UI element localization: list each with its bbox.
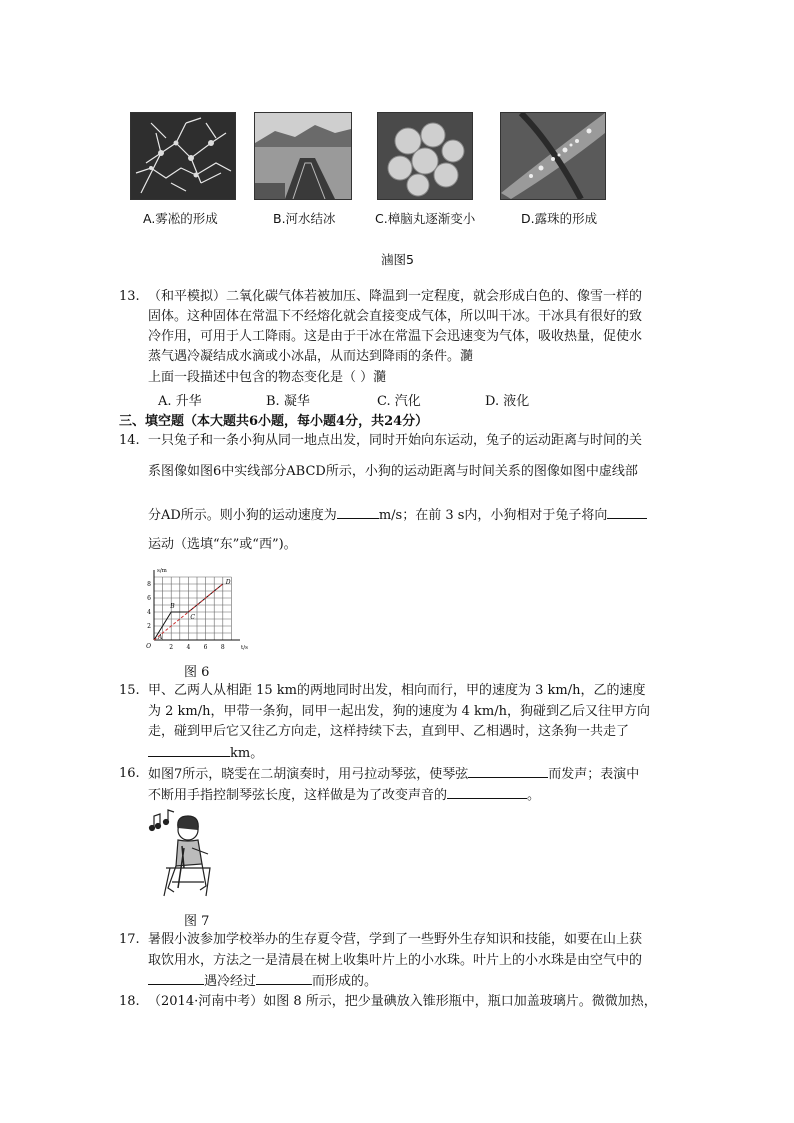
y-axis-label: s/m: [157, 568, 167, 574]
photo-river-ice: [254, 112, 352, 200]
x-tick-label: 4: [186, 644, 191, 651]
q14-line-3-part-a: 分AD所示。则小狗的运动速度为: [148, 508, 337, 523]
x-axis-label: t/s: [241, 645, 248, 651]
q14-blank-direction[interactable]: [607, 505, 647, 519]
q15-unit: km。: [230, 746, 264, 761]
q16-line-2: [148, 785, 540, 805]
q16-line-2-part-b: 。: [527, 788, 541, 803]
q13-line-2: 固体。这种固体在常温下不经熔化就会直接变成气体，所以叫干冰。干冰具有很好的致: [148, 309, 643, 324]
q18-number: 18.: [119, 994, 140, 1009]
q14-number: 14.: [119, 433, 140, 448]
q14-line-3: [148, 505, 647, 525]
q13-option-b: B. 凝华: [266, 394, 310, 409]
q13-line-4: 蒸气遇冷凝结成水滴或小冰晶，从而达到降雨的条件。瀡: [148, 349, 474, 364]
q16-blank-pitch[interactable]: [447, 785, 527, 799]
figure7-label: 图 7: [184, 914, 210, 929]
point-label: B: [170, 603, 175, 610]
y-tick-label: 6: [147, 595, 151, 602]
x-tick-label: 8: [220, 644, 225, 651]
figure6-label: 图 6: [184, 665, 210, 680]
q17-line-1: 暑假小波参加学校举办的生存夏令营，学到了一些野外生存知识和技能，如要在山上获: [148, 932, 643, 947]
q16-blank-vibrate[interactable]: [468, 764, 548, 778]
q17-number: 17.: [119, 932, 140, 947]
q15-blank-distance[interactable]: [148, 743, 230, 757]
q13-option-d: D. 液化: [485, 394, 530, 409]
x-tick-label: 2: [169, 644, 174, 651]
q17-blank-substance[interactable]: [148, 971, 204, 985]
q13-option-c: C. 汽化: [377, 394, 421, 409]
q17-line-3: [148, 971, 377, 991]
y-tick-label: 4: [147, 609, 151, 616]
y-tick-label: 2: [147, 623, 151, 630]
q16-line-1-part-b: 而发声；表演中: [548, 767, 640, 782]
q15-line-1: 甲、乙两人从相距 15 km的两地同时出发，相向而行，甲的速度为 3 km/h，乙的速度: [148, 683, 646, 698]
caption-c: C.樟脑丸逐渐变小: [375, 211, 476, 226]
y-tick-label: 8: [147, 581, 151, 588]
photo-mothballs: [377, 112, 473, 200]
q16-line-1: [148, 764, 639, 784]
origin-label: O: [146, 643, 151, 650]
q13-line-3: 冷作用，可用于人工降雨。这是由于干冰在常温下会迅速变为气体，吸收热量，促使水: [148, 329, 643, 344]
photo-rime: [130, 112, 236, 200]
photo-dew: [500, 112, 606, 200]
q16-line-2-part-a: 不断用手指控制琴弦长度，这样做是为了改变声音的: [148, 788, 448, 803]
q17-line-3-part-a: 遇冷经过: [204, 974, 257, 989]
q16-line-1-part-a: 如图7所示，晓雯在二胡演奏时，用弓拉动琴弦，使琴弦: [148, 767, 469, 782]
point-label: D: [225, 579, 231, 586]
q17-line-2: 取饮用水，方法之一是清晨在树上收集叶片上的小水珠。叶片上的小水珠是由空气中的: [148, 953, 643, 968]
q14-line-3-part-b: m/s；在前 3 s内，小狗相对于兔子将向: [378, 508, 608, 523]
figure7-erhu-player-illustration: [148, 808, 218, 900]
section3-title: 三、填空题（本大题共6小题，每小题4分，共24分）: [119, 414, 429, 429]
q13-line-1: （和平模拟）二氧化碳气体若被加压、降温到一定程度，就会形成白色的、像雪一样的: [148, 289, 643, 304]
point-label: C: [190, 614, 195, 621]
q18-line-1: （2014·河南中考）如图 8 所示，把少量碘放入锥形瓶中，瓶口加盖玻璃片。微微加热，: [148, 994, 657, 1009]
q13-number: 13.: [119, 289, 140, 304]
q17-line-3-part-b: 而形成的。: [312, 974, 378, 989]
q15-line-2: 为 2 km/h，甲带一条狗，同甲一起出发，狗的速度为 4 km/h，狗碰到乙后又往甲方向: [148, 704, 650, 719]
x-tick-label: 6: [203, 644, 208, 651]
q14-line-2: 系图像如图6中实线部分ABCD所示，小狗的运动距离与时间关系的图像如图中虚线部: [148, 464, 638, 479]
q13-option-a: A. 升华: [158, 394, 202, 409]
caption-a: A.雾凇的形成: [143, 211, 218, 226]
caption-d: D.露珠的形成: [521, 211, 598, 226]
q15-line-4: [148, 743, 263, 763]
q14-line-4: 运动（选填“东”或“西”)。: [148, 537, 297, 552]
q16-number: 16.: [119, 766, 140, 781]
q14-line-1: 一只兔子和一条小狗从同一地点出发，同时开始向东运动，兔子的运动距离与时间的关: [148, 433, 643, 448]
q14-blank-speed[interactable]: [337, 505, 379, 519]
figure5-label: 滷图5: [381, 252, 414, 267]
q13-line-5: 上面一段描述中包含的物态变化是（ ）瀡: [148, 370, 387, 385]
caption-b: B.河水结冰: [273, 211, 336, 226]
figure6-chart: [140, 562, 250, 652]
q15-number: 15.: [119, 683, 140, 698]
q15-line-3: 走，碰到甲后它又往乙方向走，这样持续下去，直到甲、乙相遇时，这条狗一共走了: [148, 724, 630, 739]
q17-blank-process[interactable]: [256, 971, 312, 985]
point-label: A: [158, 634, 163, 641]
